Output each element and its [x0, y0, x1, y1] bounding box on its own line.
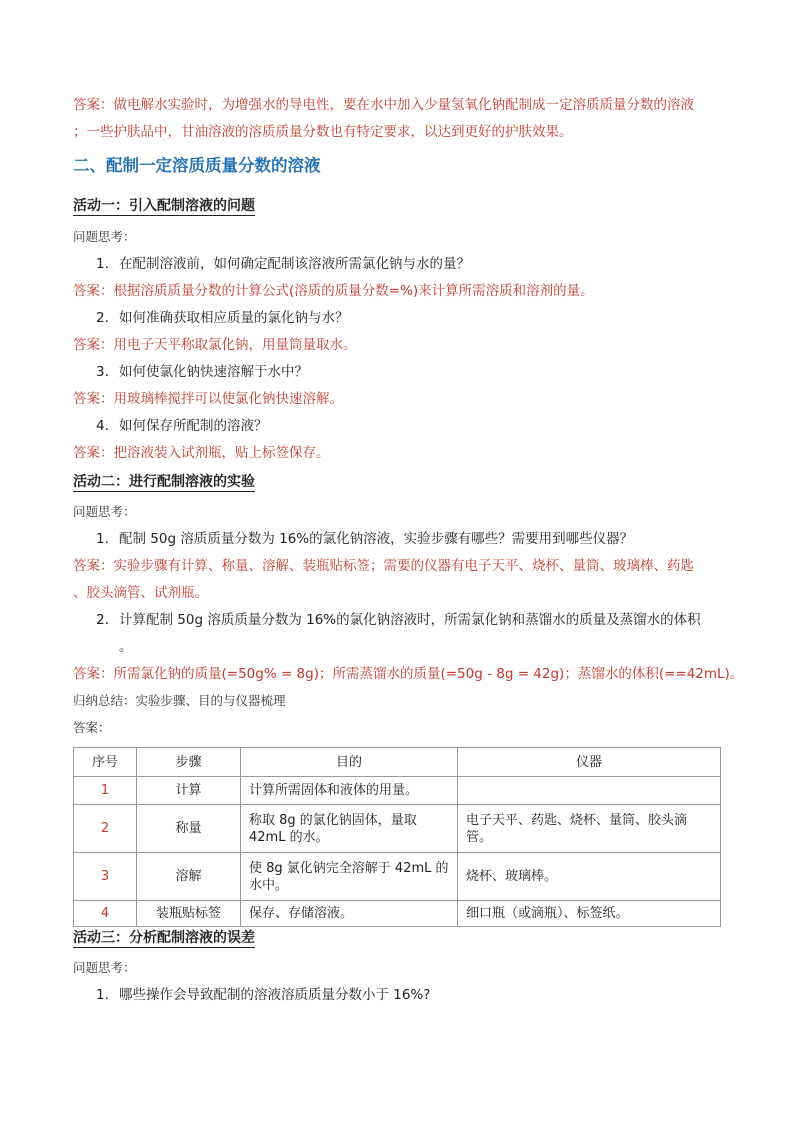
activity1-answer-4: 答案：把溶液装入试剂瓶，贴上标签保存。: [73, 445, 330, 461]
activity2-title: 活动二：进行配制溶液的实验: [73, 474, 255, 490]
activity1-question-4: 4. 如何保存所配制的溶液？: [96, 418, 268, 434]
section-heading: 二、配制一定溶质质量分数的溶液: [73, 156, 321, 175]
activity2-answer-1-line1: 答案：实验步骤有计算、称量、溶解、装瓶贴标签；需要的仪器有电子天平、烧杯、量筒、玻璃棒、药匙: [73, 558, 694, 574]
intro-answer-line1: [73, 96, 694, 114]
activity3-prompt: 问题思考：: [73, 960, 136, 975]
intro-answer-text: 做电解水实验时，为增强水的导电性，要在水中加入少量氢氧化钠配制成一定溶质质量分数的溶液: [113, 97, 694, 113]
activity2-question-1: 1. 配制 50g 溶质质量分数为 16%的氯化钠溶液，实验步骤有哪些？需要用到哪些仪器？: [96, 531, 634, 547]
row-num: 2: [74, 805, 137, 853]
table-row: [74, 805, 721, 853]
row-step: 计算: [137, 777, 241, 805]
row-step: 溶解: [137, 853, 241, 901]
activity2-prompt: 问题思考：: [73, 504, 136, 519]
activity1-question-2: 2. 如何准确获取相应质量的氯化钠与水？: [96, 310, 349, 326]
table-row: [74, 853, 721, 901]
table-row: [74, 777, 721, 805]
activity1-question-1: 1. 在配制溶液前，如何确定配制该溶液所需氯化钠与水的量？: [96, 256, 470, 272]
row-instruments: 电子天平、药匙、烧杯、量筒、胶头滴管。: [458, 805, 721, 853]
answer-label: 答案：: [73, 97, 114, 113]
activity1-prompt: 问题思考：: [73, 229, 136, 244]
header-instruments: 仪器: [458, 748, 721, 777]
row-step: 装瓶贴标签: [137, 901, 241, 927]
header-num: 序号: [74, 748, 137, 777]
row-instruments: [458, 777, 721, 805]
row-num: 3: [74, 853, 137, 901]
activity3-question-1: 1. 哪些操作会导致配制的溶液溶质质量分数小于 16%?: [96, 987, 431, 1003]
summary-answer-label: 答案：: [73, 720, 111, 735]
summary-heading: 归纳总结：实验步骤、目的与仪器梳理: [73, 693, 286, 708]
header-step: 步骤: [137, 748, 241, 777]
activity1-answer-2: 答案：用电子天平称取氯化钠，用量筒量取水。: [73, 337, 357, 353]
row-num: 4: [74, 901, 137, 927]
activity2-answer-2: 答案：所需氯化钠的质量(=50g% = 8g)；所需蒸馏水的质量(=50g - 8g = 42g)；蒸馏水的体积(==42mL)。: [73, 666, 744, 682]
row-purpose: 称取 8g 的氯化钠固体，量取 42mL 的水。: [241, 805, 458, 853]
activity1-answer-1: 答案：根据溶质质量分数的计算公式(溶质的质量分数=%)来计算所需溶质和溶剂的量。: [73, 283, 594, 299]
row-num: 1: [74, 777, 137, 805]
intro-answer-line2: ；一些护肤品中，甘油溶液的溶质质量分数也有特定要求，以达到更好的护肤效果。: [73, 124, 573, 140]
table-row: [74, 901, 721, 927]
activity2-answer-1-line2: 、胶头滴管、试剂瓶。: [73, 585, 208, 601]
activity1-answer-3: 答案：用玻璃棒搅拌可以使氯化钠快速溶解。: [73, 391, 343, 407]
row-instruments: 细口瓶（或滴瓶）、标签纸。: [458, 901, 721, 927]
activity1-question-3: 3. 如何使氯化钠快速溶解于水中？: [96, 364, 308, 380]
row-purpose: 使 8g 氯化钠完全溶解于 42mL 的水中。: [241, 853, 458, 901]
activity2-question-2-line2: 。: [119, 639, 133, 655]
activity2-question-2-line1: 2. 计算配制 50g 溶质质量分数为 16%的氯化钠溶液时，所需氯化钠和蒸馏水的质量及蒸馏水的体积: [96, 612, 701, 628]
activity1-title: 活动一：引入配制溶液的问题: [73, 198, 255, 214]
header-purpose: 目的: [241, 748, 458, 777]
activity3-title: 活动三：分析配制溶液的误差: [73, 930, 255, 946]
row-purpose: 保存、存储溶液。: [241, 901, 458, 927]
row-instruments: 烧杯、玻璃棒。: [458, 853, 721, 901]
row-purpose: 计算所需固体和液体的用量。: [241, 777, 458, 805]
table-header-row: [74, 748, 721, 777]
row-step: 称量: [137, 805, 241, 853]
steps-table: [73, 747, 721, 927]
